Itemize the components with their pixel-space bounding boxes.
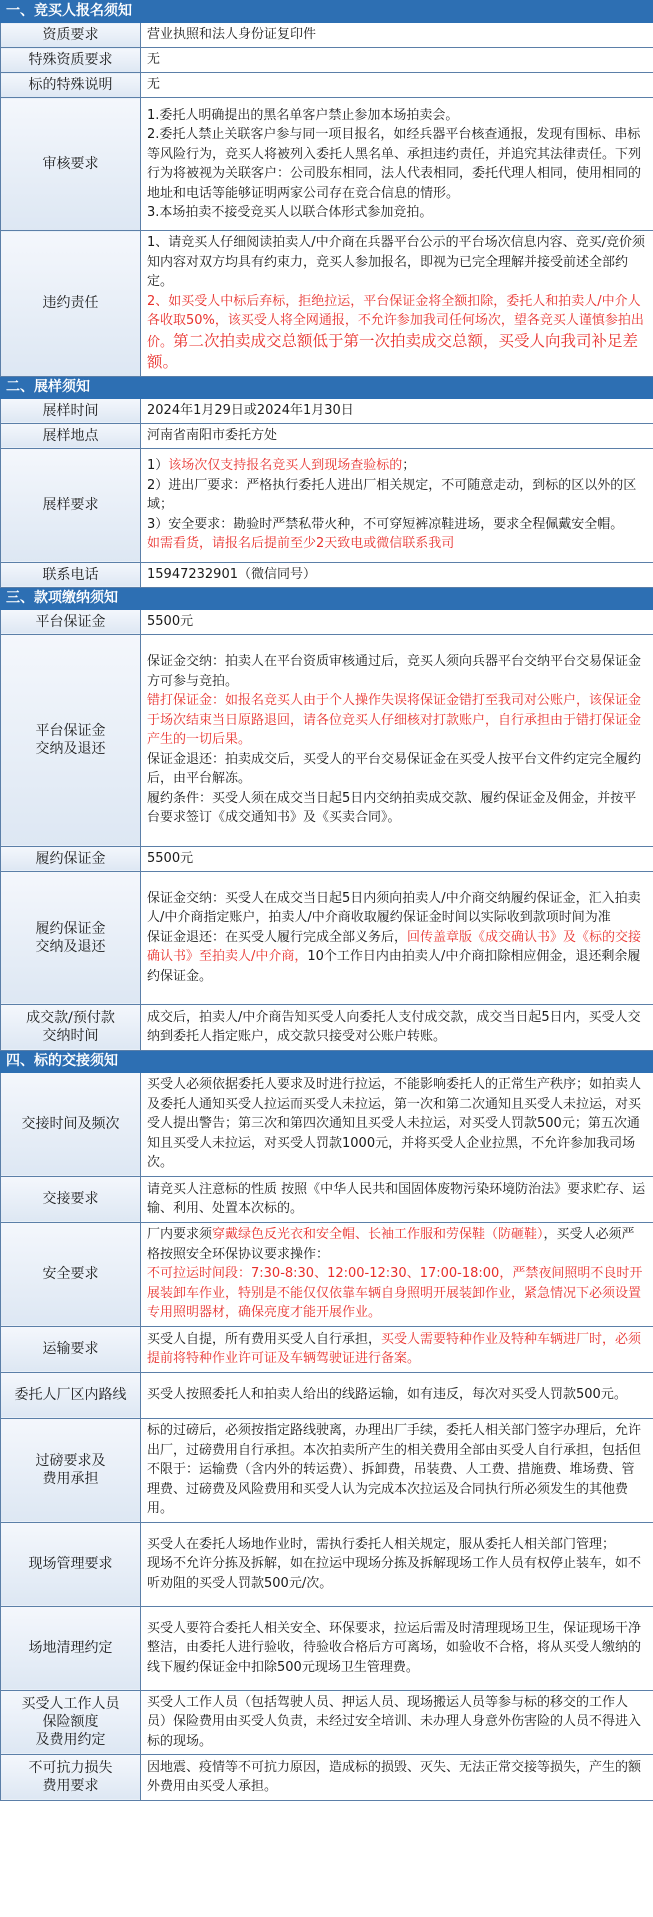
row-label: 资质要求: [1, 23, 141, 48]
paragraph: 如需看货，请报名后提前至少2天致电或微信联系我司: [147, 536, 455, 552]
row-value: 因地震、疫情等不可抗力原因，造成标的损毁、灭失、无法正常交接等损失，产生的额外费用由买受人承担。: [141, 1754, 653, 1800]
section-title: 四、标的交接须知: [1, 1050, 653, 1072]
row-value: 5500元: [141, 846, 653, 871]
row-label: 展样要求: [1, 448, 141, 562]
row-label: 场地清理约定: [1, 1606, 141, 1690]
row-weighing: [1, 1418, 653, 1522]
row-special-notes: [1, 73, 653, 98]
paragraph: 3.本场拍卖不接受竞买人以联合体形式参加竞拍。: [147, 205, 433, 220]
paragraph: 错打保证金：如报名竞买人由于个人操作失误将保证金错打至我司对公账户，该保证金于场次结束当日原路退回，请各位竞买人仔细核对打款账户，自行承担由于错打保证金产生的一切后果。: [147, 693, 642, 748]
paragraph: 2.委托人禁止关联客户参与同一项目报名，如经兵器平台核查通报，发现有围标、串标等风险行为，竞买人将被列入委托人黑名单、承担违约责任，并追究其法律责任。下列行为将被视为关联客户：公司股东相同，法人代表相同，委托代理人相同，使用相同的地址和电话等能够证明两家公司存在竞合信息的情形。: [147, 127, 642, 201]
row-force-majeure: [1, 1754, 653, 1800]
row-value: 请竞买人注意标的性质 按照《中华人民共和国固体废物污染环境防治法》要求贮存、运输、利用、处置本次标的。: [141, 1176, 653, 1222]
paragraph: 不可拉运时间段：7:30-8:30、12:00-12:30、17:00-18:00，严禁夜间照明不良时开展装卸车作业，特别是不能仅仅依靠车辆自身照明开展装卸作业，紧急情况下必须设置专用照明器材，确保亮度才能开展作业。: [147, 1266, 643, 1321]
row-label: [1, 1754, 141, 1800]
row-value: [141, 231, 653, 377]
row-label: 特殊资质要求: [1, 48, 141, 73]
text-suffix: 10个工作日内由拍卖人/中介商扣除相应佣金，退还剩余履约保证金。: [147, 949, 641, 984]
text-prefix: 1）: [147, 458, 169, 474]
row-performance-deposit: [1, 846, 653, 871]
label-line: 履约保证金: [35, 920, 106, 937]
text-suffix: ，买受人必须严格按照安全环保协议要求操作：: [147, 1227, 635, 1262]
row-label: 展样地点: [1, 423, 141, 448]
row-value: 买受人按照委托人和拍卖人给出的线路运输，如有违反，每次对买受人罚款500元。: [141, 1372, 653, 1418]
paragraph: 保证金交纳：拍卖人在平台资质审核通过后，竞买人须向兵器平台交纳平台交易保证金方可参与竞拍。: [147, 654, 642, 689]
section-header-registration: [1, 1, 653, 23]
contact-phone: 15947232901（微信同号）: [141, 562, 653, 587]
row-label: 履约保证金: [1, 846, 141, 871]
paragraph: 现场不允许分拣及拆解，如在拉运中现场分拣及拆解现场工作人员有权停止装车，如不听劝阻的买受人罚款500元/次。: [147, 1556, 642, 1591]
paragraph: 1.委托人明确提出的黑名单客户禁止参加本场拍卖会。: [147, 107, 459, 123]
row-label: 展样时间: [1, 398, 141, 423]
paragraph: [147, 456, 647, 476]
label-line: 交纳及退还: [35, 938, 106, 955]
row-label: 安全要求: [1, 1222, 141, 1326]
paragraph: 1、请竞买人仔细阅读拍卖人/中介商在兵器平台公示的平台场次信息内容、竞买/竞价须知内容对双方均具有约束力，竞买人参加报名，即视为已完全理解并接受前述全部约定。: [147, 235, 646, 289]
paragraph: [147, 292, 647, 374]
row-value: 2024年1月29日或2024年1月30日: [141, 398, 653, 423]
row-value: 成交后，拍卖人/中介商告知买受人向委托人支付成交款，成交当日起5日内，买受人交纳到委托人指定账户，成交款只接受对公账户转账。: [141, 1004, 653, 1050]
row-value: 买受人必须依据委托人要求及时进行拉运，不能影响委托人的正常生产秩序；如拍卖人及委托人通知买受人拉运而买受人未拉运，第一次和第二次通知且买受人未拉运，对买受人提出警告；第三次和第四次通知且买受人未拉运，对买受人罚款500元；第五次通知且买受人未拉运，对买受人罚款1000元，并将买受人企业拉黑，不允许参加我司场次。: [141, 1072, 653, 1176]
row-label: [1, 1690, 141, 1754]
label-line: 费用承担: [42, 1471, 99, 1487]
row-label: 委托人厂区内路线: [1, 1372, 141, 1418]
red-text: 该场次仅支持报名竞买人到现场查验标的: [168, 458, 403, 474]
row-platform-deposit-refund: [1, 634, 653, 846]
label-line: 平台保证金: [35, 723, 106, 739]
row-value: 河南省南阳市委托方处: [141, 423, 653, 448]
row-value: 5500元: [141, 609, 653, 634]
label-line: 过磅要求及: [35, 1453, 106, 1469]
paragraph: [147, 1225, 647, 1264]
row-label: 平台保证金: [1, 609, 141, 634]
row-value: 标的过磅后，必须按指定路线驶离，办理出厂手续，委托人相关部门签字办理后，允许出厂，过磅费用自行承担。本次拍卖所产生的相关费用全部由买受人自行承担，包括但不限于：运输费（含内外的转运费）、拆卸费，吊装费、人工费、措施费、堆场费、管理费、过磅费及风险费用和买受人认为完成本次拉运及合同执行所必须发生的其他费用。: [141, 1418, 653, 1522]
row-site-mgmt: [1, 1522, 653, 1606]
row-value: [141, 98, 653, 231]
red-text: 回传盖章版《成交确认书》及《标的交接确认书》至拍卖人/中介商，: [147, 929, 642, 965]
row-handover-time: [1, 1072, 653, 1176]
red-text: 2、如买受人中标后弃标，拒绝拉运，平台保证金将全额扣除，委托人和拍卖人/中介人各收取50%，该买受人将全网通报，不允许参加我司任何场次，望各竞买人谨慎参拍出价。: [147, 293, 644, 350]
row-qualification: [1, 23, 653, 48]
paragraph: [147, 928, 647, 987]
paragraph: 2）进出厂要求：严格执行委托人进出厂相关规定，不可随意走动，到标的区以外的区域；: [147, 477, 637, 513]
row-breach: [1, 231, 653, 377]
section-title: 一、竞买人报名须知: [1, 1, 653, 23]
row-value: [141, 871, 653, 1004]
row-label: 联系电话: [1, 562, 141, 587]
row-value: [141, 634, 653, 846]
paragraph: 3）安全要求：勘验时严禁私带火种，不可穿短裤凉鞋进场，要求全程佩戴安全帽。: [147, 516, 624, 532]
row-safety: [1, 1222, 653, 1326]
paragraph: 买受人在委托人场地作业时，需执行委托人相关规定，服从委托人相关部门管理；: [147, 1536, 616, 1552]
row-value: 无: [141, 73, 653, 98]
text-prefix: 保证金退还：在买受人履行完成全部义务后，: [147, 929, 408, 945]
paragraph: 保证金退还：拍卖成交后，买受人的平台交易保证金在买受人按平台文件约定完全履约后，由平台解冻。: [147, 751, 642, 787]
row-payment-time: [1, 1004, 653, 1050]
section-title: 三、款项缴纳须知: [1, 587, 653, 609]
emphasis-text: 第二次拍卖成交总额低于第一次拍卖成交总额，买受人向我司补足差额。: [147, 331, 639, 371]
row-label: 审核要求: [1, 98, 141, 231]
row-label: 交接时间及频次: [1, 1072, 141, 1176]
section-header-handover: [1, 1050, 653, 1072]
label-line: 及费用约定: [35, 1732, 106, 1748]
row-label: 交接要求: [1, 1176, 141, 1222]
paragraph: 履约条件：买受人须在成交当日起5日内交纳拍卖成交款、履约保证金及佣金，并按平台要求签订《成交通知书》及《买卖合同》。: [147, 790, 637, 826]
label-line: 交纳及退还: [35, 741, 106, 757]
section-header-viewing: [1, 376, 653, 398]
row-label: [1, 1004, 141, 1050]
row-platform-deposit: [1, 609, 653, 634]
row-label: 运输要求: [1, 1326, 141, 1372]
row-value: [141, 448, 653, 562]
row-review: [1, 98, 653, 231]
row-value: 营业执照和法人身份证复印件: [141, 23, 653, 48]
text-prefix: 厂内要求须: [147, 1227, 213, 1243]
row-contact: [1, 562, 653, 587]
row-value: [141, 1522, 653, 1606]
row-viewing-place: [1, 423, 653, 448]
section-title: 二、展样须知: [1, 376, 653, 398]
label-line: 成交款/预付款: [26, 1010, 115, 1026]
row-handover-req: [1, 1176, 653, 1222]
label-line: 保险额度: [42, 1714, 99, 1730]
text-prefix: 买受人自提，所有费用买受人自行承担，: [147, 1331, 382, 1347]
row-route: [1, 1372, 653, 1418]
row-value: [141, 1326, 653, 1372]
row-label: [1, 871, 141, 1004]
red-text: 穿戴绿色反光衣和安全帽、长袖工作服和劳保鞋（防砸鞋）: [212, 1227, 544, 1243]
row-value: [141, 1222, 653, 1326]
row-label: 标的特殊说明: [1, 73, 141, 98]
label-line: 买受人工作人员: [21, 1696, 120, 1712]
row-value: 无: [141, 48, 653, 73]
text-suffix: ；: [402, 458, 416, 474]
row-value: 买受人工作人员（包括驾驶人员、押运人员、现场搬运人员等参与标的移交的工作人员）保险费用由买受人负责，未经过安全培训、未办理人身意外伤害险的人员不得进入标的现场。: [141, 1690, 653, 1754]
label-line: 费用要求: [42, 1778, 99, 1794]
row-label: 违约责任: [1, 231, 141, 377]
row-performance-deposit-refund: [1, 871, 653, 1004]
row-viewing-req: [1, 448, 653, 562]
row-viewing-time: [1, 398, 653, 423]
label-line: 交纳时间: [42, 1028, 99, 1044]
row-label: [1, 1418, 141, 1522]
row-label: [1, 634, 141, 846]
row-transport: [1, 1326, 653, 1372]
red-text: 买受人需要特种作业及特种车辆进厂时，必须提前将特种作业许可证及车辆驾驶证进行备案。: [147, 1331, 642, 1366]
row-label: 现场管理要求: [1, 1522, 141, 1606]
row-special-qualification: [1, 48, 653, 73]
paragraph: 保证金交纳：买受人在成交当日起5日内须向拍卖人/中介商交纳履约保证金，汇入拍卖人/中介商指定账户，拍卖人/中介商收取履约保证金时间以实际收到款项时间为准: [147, 890, 641, 926]
label-line: 不可抗力损失: [28, 1760, 113, 1776]
section-header-payment: [1, 587, 653, 609]
row-cleanup: [1, 1606, 653, 1690]
row-value: 买受人要符合委托人相关安全、环保要求，拉运后需及时清理现场卫生，保证现场干净整洁，由委托人进行验收，待验收合格后方可离场，如验收不合格，将从买受人缴纳的线下履约保证金中扣除500元现场卫生管理费。: [141, 1606, 653, 1690]
row-insurance: [1, 1690, 653, 1754]
